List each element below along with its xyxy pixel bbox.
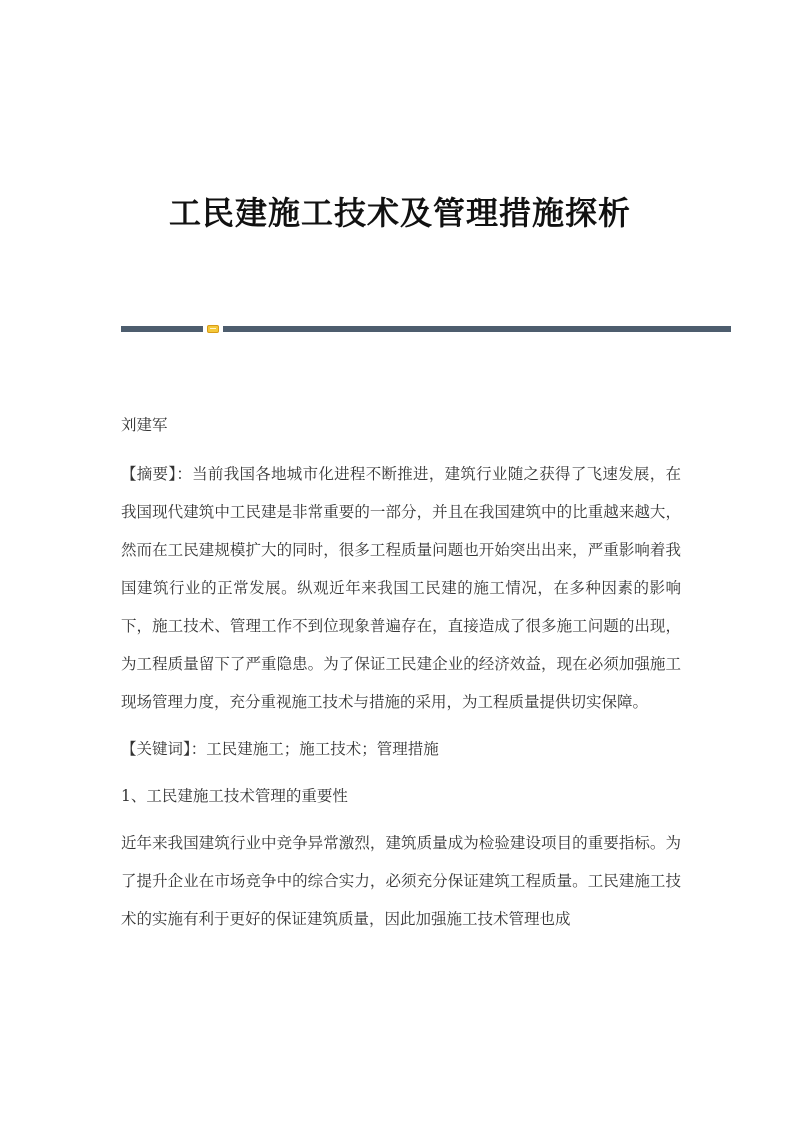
- document-body: [121, 406, 681, 947]
- abstract-paragraph: 【摘要】：当前我国各地城市化进程不断推进，建筑行业随之获得了飞速发展，在我国现代建筑中工民建是非常重要的一部分，并且在我国建筑中的比重越来越大，然而在工民建规模扩大的同时，很多工程质量问题也开始突出出来，严重影响着我国建筑行业的正常发展。纵观近年来我国工民建的施工情况，在多种因素的影响下，施工技术、管理工作不到位现象普遍存在，直接造成了很多施工问题的出现，为工程质量留下了严重隐患。为了保证工民建企业的经济效益，现在必须加强施工现场管理力度，充分重视施工技术与措施的采用，为工程质量提供切实保障。: [121, 465, 681, 711]
- divider-bar-right: [223, 326, 731, 332]
- divider-ornament-icon: [207, 325, 219, 333]
- section-heading: 1、工民建施工技术管理的重要性: [121, 787, 348, 805]
- divider-bar-left: [121, 326, 203, 332]
- keywords-paragraph: 【关键词】：工民建施工；施工技术；管理措施: [121, 740, 439, 758]
- author-name: 刘建军: [121, 416, 168, 434]
- section-paragraph: 近年来我国建筑行业中竞争异常激烈，建筑质量成为检验建设项目的重要指标。为了提升企业在市场竞争中的综合实力，必须充分保证建筑工程质量。工民建施工技术的实施有利于更好的保证建筑质量，因此加强施工技术管理也成: [121, 834, 681, 928]
- document-title: 工民建施工技术及管理措施探析: [168, 194, 631, 232]
- title-divider: [121, 325, 731, 333]
